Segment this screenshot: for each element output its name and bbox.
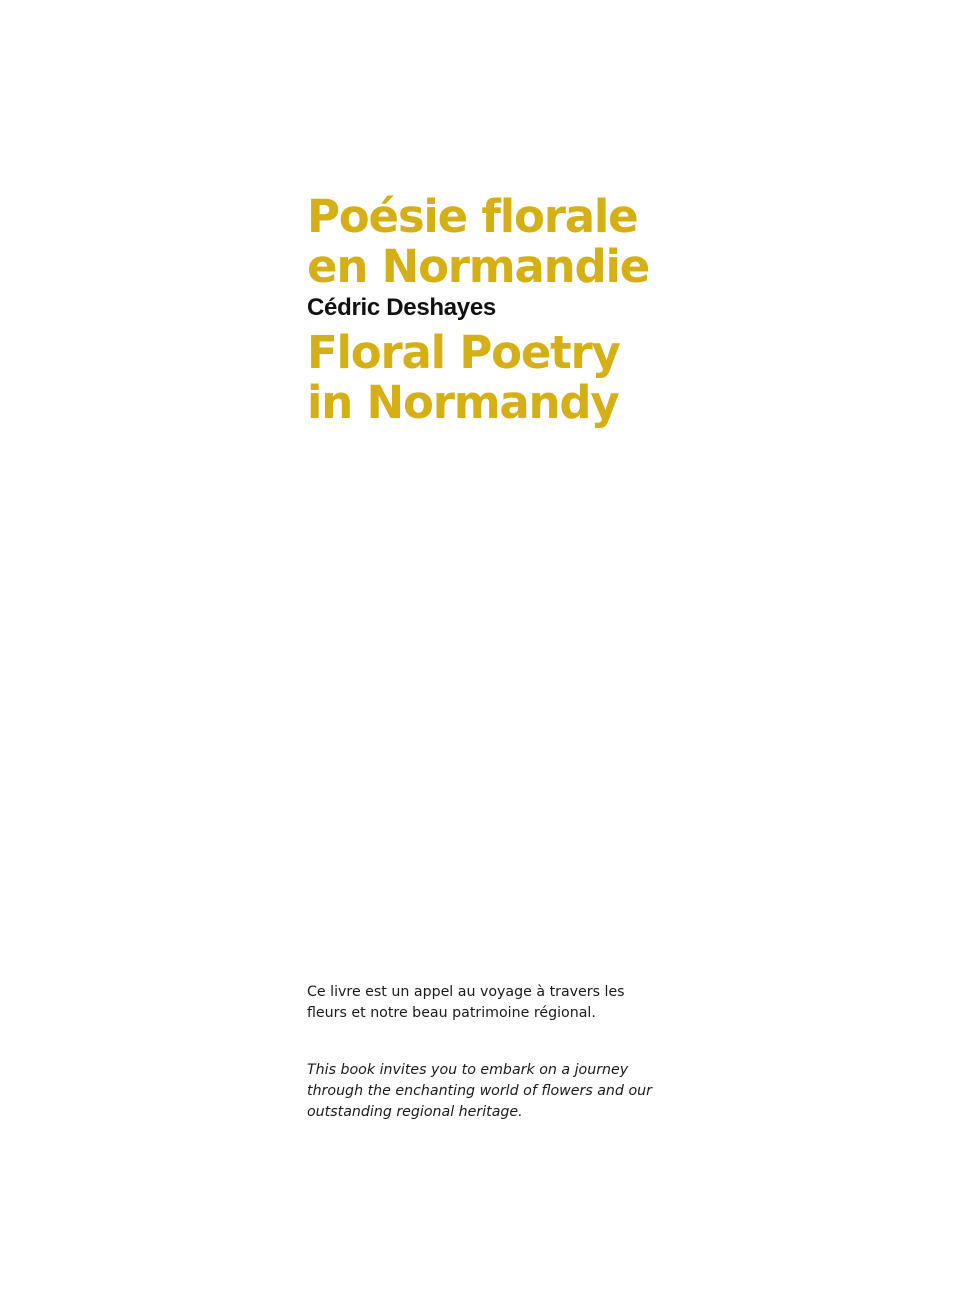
french-title-line-2: en Normandie	[307, 240, 650, 293]
french-title	[307, 192, 727, 292]
french-title-line-1: Poésie florale	[307, 190, 638, 243]
english-title-line-1: Floral Poetry	[307, 326, 620, 379]
blurb-english: This book invites you to embark on a journey through the enchanting world of flowers and our outstanding regional heritage.	[307, 1062, 652, 1120]
blurb-block	[307, 982, 667, 1123]
english-title	[307, 328, 727, 428]
english-title-line-2: in Normandy	[307, 376, 619, 429]
blurb-french: Ce livre est un appel au voyage à travers les fleurs et notre beau patrimoine régional.	[307, 984, 625, 1021]
title-block	[307, 192, 727, 428]
author-name: Cédric Deshayes	[307, 294, 496, 321]
